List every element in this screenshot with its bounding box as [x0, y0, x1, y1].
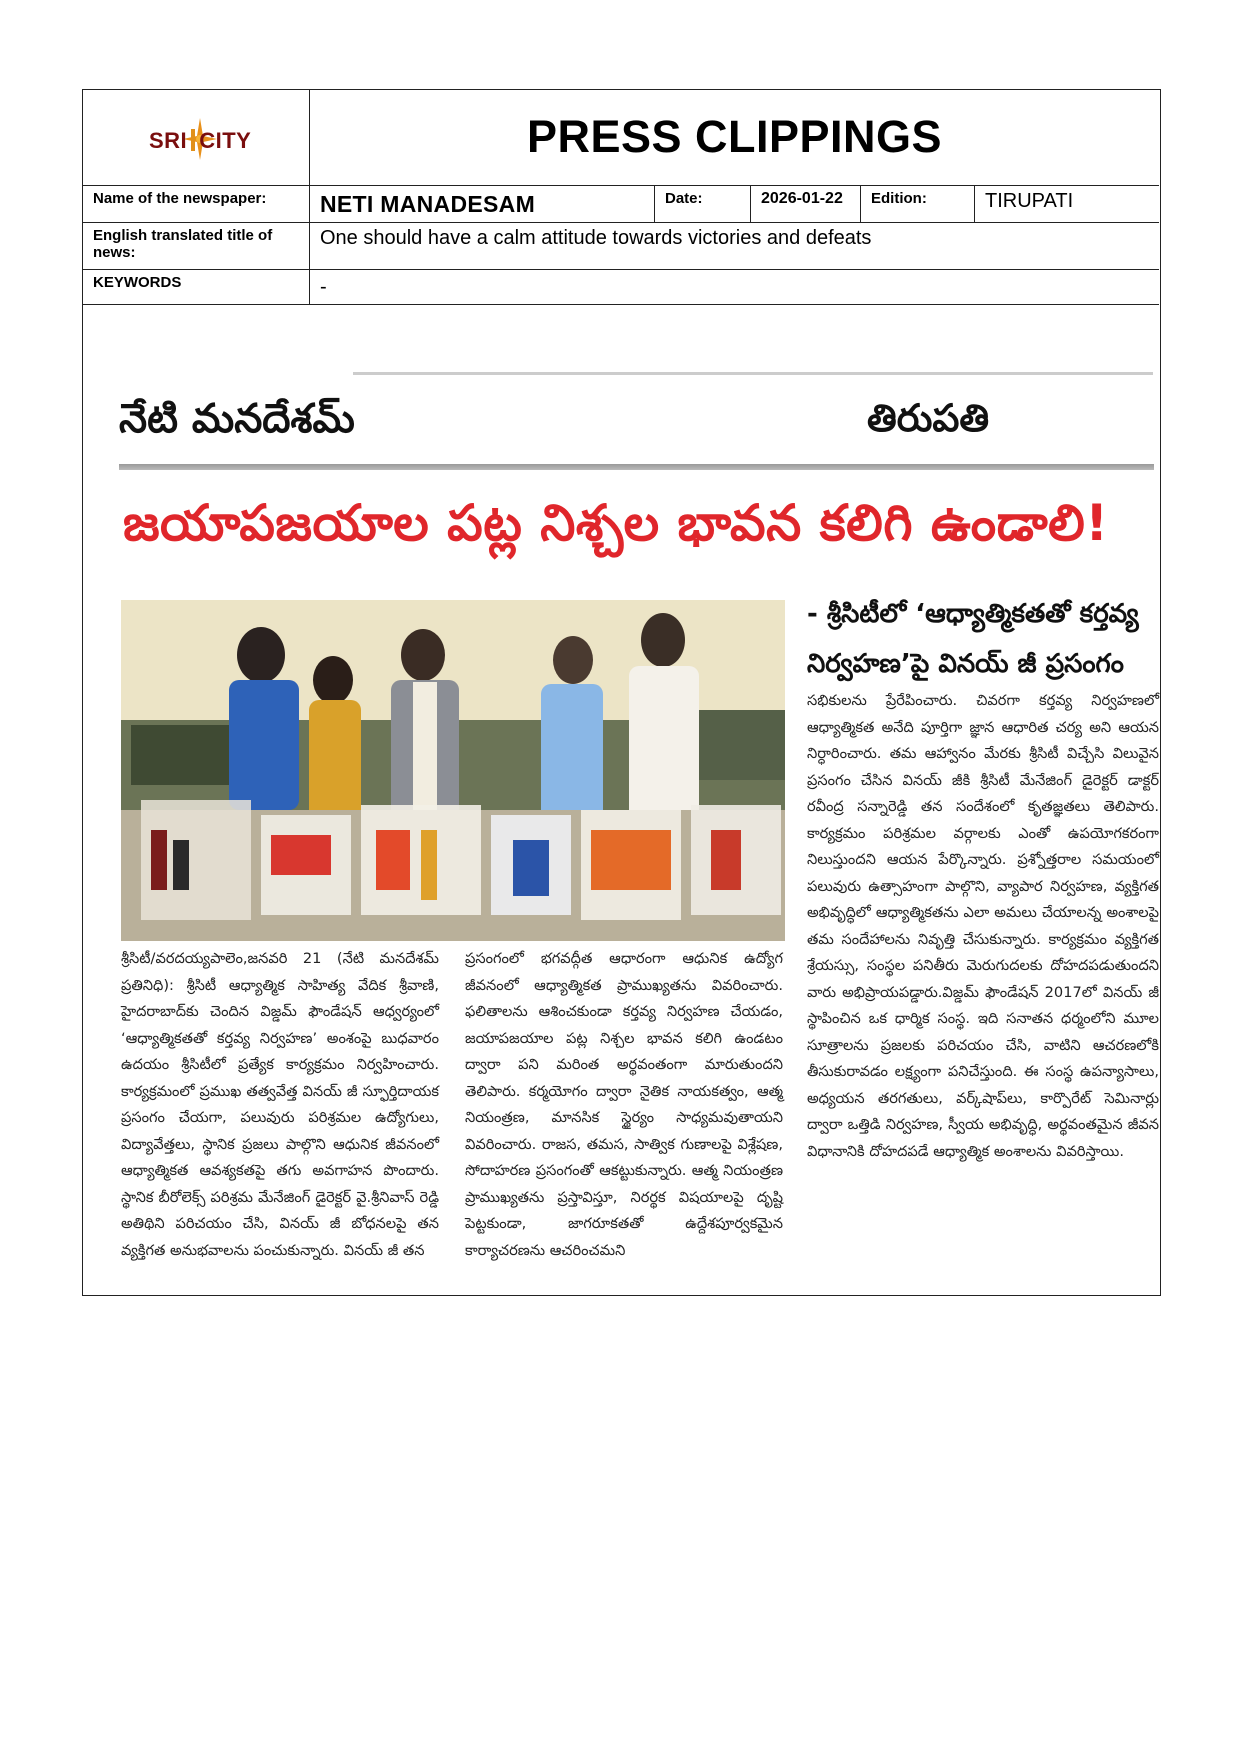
press-clipping-frame: [82, 89, 1161, 1296]
keywords-row: [83, 270, 1159, 305]
newspaper-row: [83, 186, 1159, 223]
page-title-cell: [310, 90, 1159, 186]
logo-cell: [83, 90, 310, 186]
newspaper-label: Name of the newspaper:: [83, 186, 310, 222]
edition-label: Edition:: [861, 186, 975, 222]
article-headline: జయాపజయాల పట్ల నిశ్చల భావన కలిగి ఉండాలి!: [123, 494, 1109, 552]
article-column-1: శ్రీసిటీ/వరదయ్యపాలెం,జనవరి 21 (నేటి మనదేశమ్ ప్రతినిధి): శ్రీసిటీ ఆధ్యాత్మిక సాహిత్య వేదిక శ్రీవాణి, హైదరాబాద్‌కు చెందిన విజ్డమ్ ఫౌండేషన్ ఆధ్వర్యంలో ‘ఆధ్యాత్మికతతో కర్తవ్య నిర్వహణ’ అంశంపై బుధవారం ఉదయం శ్రీసిటీలో ప్రత్యేక కార్యక్రమం నిర్వహించారు. కార్యక్రమంలో ప్రముఖ తత్వవేత్త వినయ్ జీ స్ఫూర్తిదాయక ప్రసంగం చేయగా, పలువురు పరిశ్రమల ఉద్యోగులు, విద్యావేత్తలు, స్థానిక ప్రజలు పాల్గొని ఆధునిక జీవనంలో ఆధ్యాత్మికత ఆవశ్యకతపై తగు అవగాహన పొందారు. స్థానిక బీరోలెక్స్ పరిశ్రమ మేనేజింగ్ డైరెక్టర్ వై.శ్రీనివాస్ రెడ్డి అతిథిని పరిచయం చేసి, వినయ్ జీ బోధనలపై తన వ్యక్తిగత అనుభవాలను పంచుకున్నారు. వినయ్ జీ తన: [121, 950, 439, 1259]
edition-value: TIRUPATI: [985, 190, 1074, 212]
date-label: Date:: [655, 186, 751, 222]
logo-wordmark: SRI CITY: [149, 128, 252, 153]
article-column-2: ప్రసంగంలో భగవద్గీత ఆధారంగా ఆధునిక ఉద్యోగ జీవనంలో ఆధ్యాత్మికత ప్రాముఖ్యతను వివరించారు. ఫలితాలను ఆశించకుండా కర్తవ్య నిర్వహణ చేయడం, జయాపజయాల పట్ల నిశ్చల భావన కలిగి ఉండటం ద్వారా పని మరింత అర్థవంతంగా మారుతుందని తెలిపారు. కర్మయోగం ద్వారా నైతిక నాయకత్వం, ఆత్మ నియంత్రణ, మానసిక స్థైర్యం సాధ్యమవుతాయని వివరించారు. రాజస, తమస, సాత్విక గుణాలపై విశ్లేషణ, సోదాహరణ ప్రసంగంతో ఆకట్టుకున్నారు. ఆత్మ నియంత్రణ ప్రాముఖ్యతను ప్రస్తావిస్తూ, నిరర్థక విషయాలపై దృష్టి పెట్టకుండా, జాగరూకతతో ఉద్దేశపూర్వకమైన కార్యాచరణను ఆచరించమని: [465, 950, 783, 1259]
newspaper-clipping: [83, 306, 1159, 1294]
masthead-top-line: [353, 372, 1153, 375]
translated-title-label: English translated title of news:: [83, 223, 310, 269]
translated-title-value: One should have a calm attitude towards victories and defeats: [320, 227, 872, 249]
title-row: [83, 223, 1159, 270]
header-table: [83, 90, 1159, 305]
page-title: PRESS CLIPPINGS: [526, 111, 943, 162]
newspaper-value: NETI MANADESAM: [310, 186, 655, 222]
keywords-label: KEYWORDS: [83, 270, 310, 304]
keywords-value: -: [320, 276, 327, 298]
date-value: 2026-01-22: [751, 186, 861, 222]
newspaper-masthead: నేటి మనదేశమ్: [119, 396, 355, 442]
event-photo-image: [121, 600, 785, 941]
article-subheading: - శ్రీసిటీలో ‘ఆధ్యాత్మికతతో కర్తవ్య నిర్వహణ’పై వినయ్ జీ ప్రసంగం: [807, 599, 1139, 679]
masthead-rule: [119, 464, 1154, 470]
edition-city: తిరుపతి: [867, 396, 990, 440]
article-column-3: సభికులను ప్రేరేపించారు. చివరగా కర్తవ్య నిర్వహణలో ఆధ్యాత్మికత అనేది పూర్తిగా జ్ఞాన ఆధారిత చర్య అని ఆయన నిర్ధారించారు. తమ ఆహ్వానం మేరకు శ్రీసిటీ విచ్చేసి విలువైన ప్రసంగం చేసిన వినయ్ జీకి శ్రీసిటీ మేనేజింగ్ డైరెక్టర్ డాక్టర్ రవీంద్ర సన్నారెడ్డి తన సందేశంలో కృతజ్ఞతలు తెలిపారు. కార్యక్రమం పరిశ్రమల వర్గాలకు ఎంతో ఉపయోగకరంగా నిలుస్తుందని ఆయన పేర్కొన్నారు. ప్రశ్నోత్తరాల సమయంలో పలువురు ఉత్సాహంగా పాల్గొని, వ్యాపార నిర్వహణ, వ్యక్తిగత అభివృద్ధిలో ఆధ్యాత్మికతను ఎలా అమలు చేయాలన్న అంశాలపై తమ సందేహాలను నివృత్తి చేసుకున్నారు. కార్యక్రమం వ్యక్తిగత శ్రేయస్సు, సంస్థల పనితీరు మెరుగుదలకు దోహదపడుతుందని వారు అభిప్రాయపడ్డారు.విజ్డమ్ ఫౌండేషన్ 2017లో వినయ్ జీ స్థాపించిన ఒక ధార్మిక సంస్థ. ఇది సనాతన ధర్మంలోని మూల సూత్రాలను ప్రజలకు పరిచయం చేసి, వాటిని ఆచరణలోకి తీసుకురావడం లక్ష్యంగా పనిచేస్తుంది. ఈ సంస్థ ఉపన్యాసాలు, అధ్యయన తరగతులు, వర్క్‌షాప్‌లు, కార్పొరేట్ సెమినార్లు ద్వారా ఒత్తిడి నిర్వహణ, స్వీయ అభివృద్ధి, అర్థవంతమైన జీవన విధానానికి దోహదపడే ఆధ్యాత్మిక అంశాలను వివరిస్తాయి.: [807, 692, 1159, 1160]
article-photo: [121, 600, 785, 941]
